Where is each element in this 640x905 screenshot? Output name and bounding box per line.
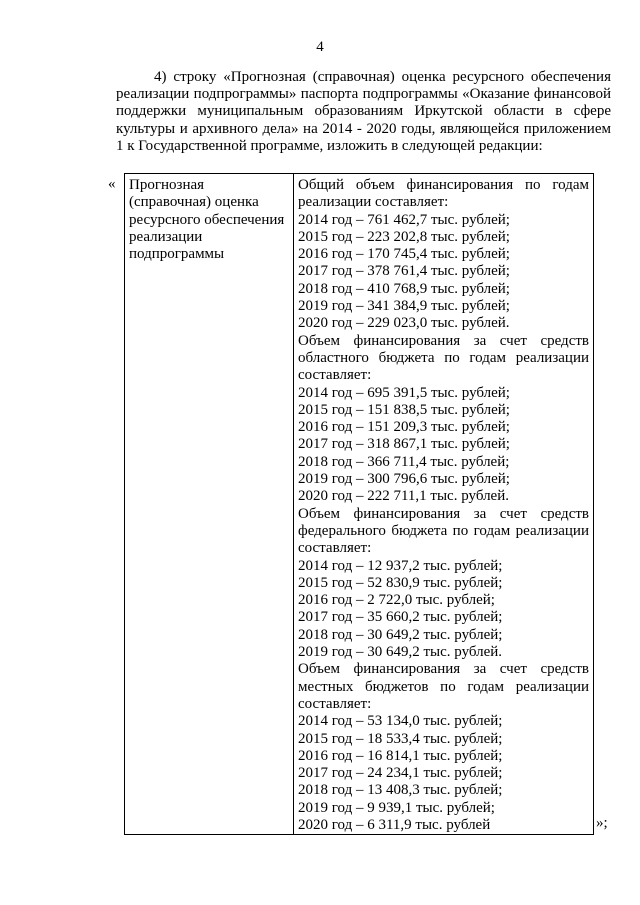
financing-year-line: 2015 год – 52 830,9 тыс. рублей; (298, 574, 503, 591)
financing-block-heading-tail: составляет: (298, 367, 372, 384)
passport-table (124, 173, 594, 835)
financing-year-line: 2017 год – 24 234,1 тыс. рублей; (298, 765, 503, 782)
financing-year-line: 2015 год – 18 533,4 тыс. рублей; (298, 730, 503, 747)
financing-year-line: 2019 год – 9 939,1 тыс. рублей; (298, 799, 495, 816)
financing-block-heading-tail: составляет: (298, 540, 372, 557)
row-label: Прогнозная (справочная) оценка ресурсного обеспечения реализации подпрограммы (129, 177, 285, 263)
financing-year-line: 2020 год – 6 311,9 тыс. рублей (298, 816, 491, 833)
financing-year-line: 2016 год – 16 814,1 тыс. рублей; (298, 747, 503, 764)
closing-quote: »; (596, 815, 608, 831)
financing-block-heading-tail: реализации составляет: (298, 194, 449, 211)
financing-block-heading (298, 177, 589, 212)
financing-year-line: 2020 год – 229 023,0 тыс. рублей. (298, 315, 510, 332)
financing-block-heading (298, 506, 589, 558)
financing-year-line: 2017 год – 378 761,4 тыс. рублей; (298, 263, 510, 280)
financing-year-line: 2015 год – 151 838,5 тыс. рублей; (298, 401, 510, 418)
financing-year-line: 2018 год – 13 408,3 тыс. рублей; (298, 782, 503, 799)
financing-year-line: 2017 год – 318 867,1 тыс. рублей; (298, 436, 510, 453)
financing-block-heading-text: Объем финансирования за счет средств местных бюджетов по годам реализации (298, 661, 589, 695)
financing-year-line: 2014 год – 761 462,7 тыс. рублей; (298, 211, 510, 228)
financing-year-line: 2019 год – 341 384,9 тыс. рублей; (298, 298, 510, 315)
financing-year-line: 2016 год – 2 722,0 тыс. рублей; (298, 592, 495, 609)
financing-block-heading-text: Общий объем финансирования по годам (298, 177, 589, 193)
table-row (125, 174, 594, 835)
financing-year-line: 2016 год – 151 209,3 тыс. рублей; (298, 419, 510, 436)
financing-block-heading (298, 661, 589, 713)
financing-year-line: 2014 год – 12 937,2 тыс. рублей; (298, 557, 503, 574)
financing-year-line: 2019 год – 300 796,6 тыс. рублей; (298, 471, 510, 488)
financing-year-line: 2018 год – 30 649,2 тыс. рублей; (298, 626, 503, 643)
financing-year-line: 2017 год – 35 660,2 тыс. рублей; (298, 609, 503, 626)
financing-year-line: 2015 год – 223 202,8 тыс. рублей; (298, 228, 510, 245)
financing-year-line: 2018 год – 366 711,4 тыс. рублей; (298, 453, 510, 470)
intro-paragraph: 4) строку «Прогнозная (справочная) оценка ресурсного обеспечения реализации подпрограммы» паспорта подпрограммы «Оказание финансовой поддержки муниципальным образованиям Иркутской области в сфере культуры и архивного дела» на 2014 - 2020 годы, являющейся приложением 1 к Государственной программе, изложить в следующей редакции: (116, 69, 611, 154)
financing-year-line: 2016 год – 170 745,4 тыс. рублей; (298, 246, 510, 263)
financing-block-heading-text: Объем финансирования за счет средств федерального бюджета по годам реализации (298, 505, 589, 539)
opening-quote: « (108, 176, 116, 192)
financing-year-line: 2020 год – 222 711,1 тыс. рублей. (298, 488, 509, 505)
financing-block-heading (298, 333, 589, 385)
row-label-cell (125, 174, 294, 835)
financing-year-line: 2019 год – 30 649,2 тыс. рублей. (298, 644, 503, 661)
page-number: 4 (316, 39, 324, 55)
financing-block-heading-tail: составляет: (298, 695, 372, 712)
financing-year-line: 2018 год – 410 768,9 тыс. рублей; (298, 280, 510, 297)
financing-block-heading-text: Объем финансирования за счет средств областного бюджета по годам реализации (298, 332, 589, 366)
financing-year-line: 2014 год – 53 134,0 тыс. рублей; (298, 713, 503, 730)
row-value-cell (294, 174, 594, 835)
financing-year-line: 2014 год – 695 391,5 тыс. рублей; (298, 384, 510, 401)
